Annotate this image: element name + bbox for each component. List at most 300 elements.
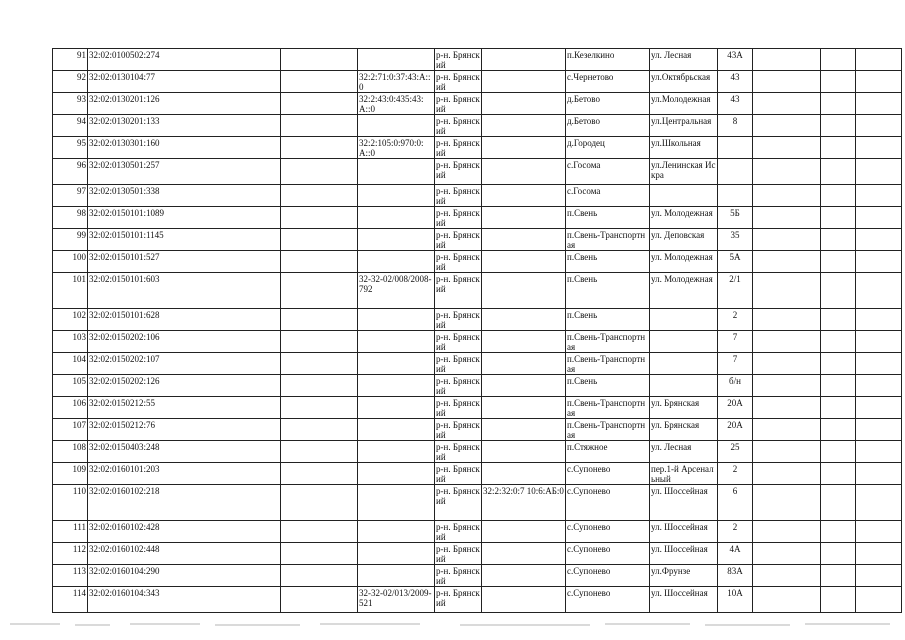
district: р-н. Брянский — [436, 310, 480, 330]
street — [650, 185, 718, 207]
house-number: 43А — [718, 49, 753, 71]
blank-cell — [281, 251, 358, 273]
district: р-н. Брянский — [435, 587, 482, 613]
street: ул.Октябрьская — [650, 71, 718, 93]
blank-cell — [281, 521, 358, 543]
row-number: 114 — [53, 587, 88, 613]
house-number: 7 — [718, 331, 753, 353]
locality: с.Супонево — [566, 565, 650, 587]
conditional-number — [482, 521, 566, 543]
cadastral-number: 32:02:0150101:527 — [88, 251, 281, 273]
house-number: б/н — [718, 375, 753, 397]
blank-cell — [821, 309, 856, 331]
blank-cell — [753, 115, 821, 137]
blank-cell — [753, 521, 821, 543]
blank-cell — [753, 463, 821, 485]
blank-cell — [281, 543, 358, 565]
cadastral-number: 32:02:0160102:428 — [88, 521, 281, 543]
row-number: 102 — [53, 309, 88, 331]
conditional-number — [482, 207, 566, 229]
row-number: 99 — [53, 229, 88, 251]
table-row — [53, 137, 902, 159]
cadastral-number: 32:02:0150202:106 — [88, 331, 281, 353]
conditional-number — [482, 251, 566, 273]
conditional-number — [482, 463, 566, 485]
scan-edge-noise — [0, 618, 905, 630]
locality: с.Госома — [566, 185, 650, 207]
house-number: 43 — [718, 71, 753, 93]
blank-cell — [856, 273, 902, 309]
blank-cell — [856, 93, 902, 115]
blank-cell — [753, 587, 821, 613]
blank-cell — [821, 543, 856, 565]
cadastral-number: 32:02:0150403:248 — [88, 441, 281, 463]
old-cadastral-number — [358, 331, 435, 353]
blank-cell — [856, 521, 902, 543]
locality: с.Супонево — [566, 485, 650, 521]
cadastral-number: 32:02:0160101:203 — [88, 463, 281, 485]
street — [650, 353, 718, 375]
conditional-number — [482, 159, 566, 185]
house-number: 20А — [718, 419, 753, 441]
blank-cell — [821, 375, 856, 397]
street — [650, 309, 718, 331]
blank-cell — [753, 49, 821, 71]
blank-cell — [753, 273, 821, 309]
conditional-number — [482, 419, 566, 441]
blank-cell — [281, 49, 358, 71]
district: р-н. Брянский — [436, 566, 480, 586]
cadastral-number: 32:02:0150101:628 — [88, 309, 281, 331]
street: ул. Молодежная — [650, 273, 718, 309]
blank-cell — [821, 521, 856, 543]
street: ул. Деповская — [650, 229, 718, 251]
table-row — [53, 93, 902, 115]
blank-cell — [821, 115, 856, 137]
blank-cell — [281, 485, 358, 521]
house-number: 7 — [718, 353, 753, 375]
row-number: 95 — [53, 137, 88, 159]
table-row — [53, 273, 902, 309]
blank-cell — [856, 115, 902, 137]
blank-cell — [821, 49, 856, 71]
cadastral-number: 32:02:0150101:1145 — [88, 229, 281, 251]
locality: п.Свень — [566, 207, 650, 229]
blank-cell — [821, 565, 856, 587]
blank-cell — [856, 375, 902, 397]
locality: д.Городец — [566, 137, 650, 159]
blank-cell — [856, 587, 902, 613]
locality: с.Супонево — [566, 543, 650, 565]
row-number: 92 — [53, 71, 88, 93]
blank-cell — [821, 273, 856, 309]
blank-cell — [281, 419, 358, 441]
old-cadastral-number — [358, 309, 435, 331]
blank-cell — [821, 587, 856, 613]
old-cadastral-number — [358, 115, 435, 137]
blank-cell — [821, 419, 856, 441]
house-number: 20А — [718, 397, 753, 419]
house-number — [718, 137, 753, 159]
table-row — [53, 49, 902, 71]
row-number: 100 — [53, 251, 88, 273]
locality: с.Госома — [566, 159, 650, 185]
blank-cell — [753, 251, 821, 273]
district: р-н. Брянский — [436, 116, 480, 136]
blank-cell — [856, 309, 902, 331]
district: р-н. Брянский — [436, 94, 480, 114]
table-row — [53, 441, 902, 463]
district: р-н. Брянский — [435, 273, 482, 309]
house-number: 6 — [718, 485, 753, 521]
house-number: 2 — [718, 309, 753, 331]
conditional-number — [482, 331, 566, 353]
blank-cell — [753, 331, 821, 353]
house-number — [718, 185, 753, 207]
blank-cell — [281, 229, 358, 251]
cadastral-number: 32:02:0130201:133 — [88, 115, 281, 137]
table-row — [53, 419, 902, 441]
blank-cell — [281, 159, 358, 185]
blank-cell — [753, 93, 821, 115]
table-row — [53, 185, 902, 207]
conditional-number — [482, 273, 566, 309]
blank-cell — [821, 397, 856, 419]
blank-cell — [856, 137, 902, 159]
blank-cell — [753, 309, 821, 331]
row-number: 93 — [53, 93, 88, 115]
house-number: 10А — [718, 587, 753, 613]
old-cadastral-number — [358, 463, 435, 485]
blank-cell — [281, 331, 358, 353]
locality: п.Кезелкино — [566, 49, 650, 71]
row-number: 97 — [53, 185, 88, 207]
street: ул. Брянская — [650, 397, 718, 419]
cadastral-number: 32:02:0150212:55 — [88, 397, 281, 419]
district: р-н. Брянский — [436, 522, 480, 542]
district: р-н. Брянский — [436, 50, 480, 70]
house-number: 2 — [718, 521, 753, 543]
blank-cell — [281, 309, 358, 331]
blank-cell — [281, 273, 358, 309]
street: ул. Шоссейная — [650, 485, 718, 521]
blank-cell — [281, 93, 358, 115]
conditional-number — [482, 565, 566, 587]
locality: п.Свень — [566, 309, 650, 331]
blank-cell — [856, 159, 902, 185]
old-cadastral-number — [358, 485, 435, 521]
locality: с.Чернетово — [566, 71, 650, 93]
table-row — [53, 309, 902, 331]
blank-cell — [856, 419, 902, 441]
district: р-н. Брянский — [436, 72, 480, 92]
blank-cell — [856, 207, 902, 229]
district: р-н. Брянский — [436, 138, 480, 158]
row-number: 101 — [53, 273, 88, 309]
old-cadastral-number: 32:2:105:0:970:0:А::0 — [358, 137, 435, 159]
table-row — [53, 331, 902, 353]
table-row — [53, 207, 902, 229]
old-cadastral-number — [358, 185, 435, 207]
conditional-number — [482, 71, 566, 93]
row-number: 107 — [53, 419, 88, 441]
blank-cell — [281, 463, 358, 485]
table-row — [53, 115, 902, 137]
blank-cell — [821, 137, 856, 159]
cadastral-number: 32:02:0130301:160 — [88, 137, 281, 159]
blank-cell — [856, 463, 902, 485]
cadastral-number: 32:02:0130501:257 — [88, 159, 281, 185]
old-cadastral-number — [358, 441, 435, 463]
old-cadastral-number: 32-32-02/013/2009-521 — [358, 587, 435, 613]
conditional-number — [482, 115, 566, 137]
street: ул.Центральная — [650, 115, 718, 137]
district: р-н. Брянский — [435, 159, 482, 185]
blank-cell — [281, 587, 358, 613]
blank-cell — [281, 185, 358, 207]
district: р-н. Брянский — [436, 442, 480, 462]
blank-cell — [281, 375, 358, 397]
district: р-н. Брянский — [436, 332, 480, 352]
locality: п.Свень — [566, 251, 650, 273]
street: ул.Молодежная — [650, 93, 718, 115]
row-number: 109 — [53, 463, 88, 485]
conditional-number — [482, 137, 566, 159]
conditional-number: 32:2:32:0:7 10:6:АБ:0 — [482, 485, 566, 521]
locality: с.Супонево — [566, 463, 650, 485]
old-cadastral-number — [358, 159, 435, 185]
cadastral-number: 32:02:0160104:290 — [88, 565, 281, 587]
row-number: 110 — [53, 485, 88, 521]
cadastral-number: 32:02:0130501:338 — [88, 185, 281, 207]
cadastral-number: 32:02:0150212:76 — [88, 419, 281, 441]
table-row — [53, 353, 902, 375]
district: р-н. Брянский — [436, 398, 480, 418]
cadastral-number: 32:02:0150202:107 — [88, 353, 281, 375]
row-number: 96 — [53, 159, 88, 185]
blank-cell — [753, 185, 821, 207]
locality: д.Бетово — [566, 115, 650, 137]
house-number: 5Б — [718, 207, 753, 229]
blank-cell — [821, 207, 856, 229]
blank-cell — [856, 441, 902, 463]
blank-cell — [281, 137, 358, 159]
blank-cell — [753, 353, 821, 375]
table-row — [53, 565, 902, 587]
street: ул. Лесная — [650, 441, 718, 463]
house-number — [718, 159, 753, 185]
house-number: 4А — [718, 543, 753, 565]
blank-cell — [821, 93, 856, 115]
blank-cell — [753, 71, 821, 93]
district: р-н. Брянский — [436, 420, 480, 440]
street: ул.Ленинская Искра — [650, 159, 718, 185]
blank-cell — [821, 463, 856, 485]
locality: п.Свень-Транспортная — [566, 397, 650, 419]
conditional-number — [482, 309, 566, 331]
row-number: 105 — [53, 375, 88, 397]
street: ул. Шоссейная — [650, 521, 718, 543]
row-number: 103 — [53, 331, 88, 353]
blank-cell — [856, 565, 902, 587]
house-number: 5А — [718, 251, 753, 273]
table-row — [53, 463, 902, 485]
conditional-number — [482, 93, 566, 115]
locality: п.Свень — [566, 375, 650, 397]
blank-cell — [856, 543, 902, 565]
blank-cell — [753, 229, 821, 251]
district: р-н. Брянский — [436, 252, 480, 272]
district: р-н. Брянский — [436, 230, 480, 250]
house-number: 2 — [718, 463, 753, 485]
blank-cell — [821, 159, 856, 185]
locality: п.Свень — [566, 273, 650, 309]
row-number: 104 — [53, 353, 88, 375]
house-number: 83А — [718, 565, 753, 587]
old-cadastral-number — [358, 565, 435, 587]
blank-cell — [753, 397, 821, 419]
street — [650, 331, 718, 353]
street: ул. Молодежная — [650, 207, 718, 229]
district: р-н. Брянский — [436, 376, 480, 396]
cadastral-number: 32:02:0160102:448 — [88, 543, 281, 565]
table-row — [53, 229, 902, 251]
district: р-н. Брянский — [436, 544, 480, 564]
locality: с.Супонево — [566, 521, 650, 543]
blank-cell — [821, 441, 856, 463]
locality: п.Свень-Транспортная — [566, 419, 650, 441]
blank-cell — [821, 71, 856, 93]
house-number: 35 — [718, 229, 753, 251]
conditional-number — [482, 543, 566, 565]
street: ул. Лесная — [650, 49, 718, 71]
locality: с.Супонево — [566, 587, 650, 613]
row-number: 113 — [53, 565, 88, 587]
old-cadastral-number: 32:2:43:0:435:43:А::0 — [358, 93, 435, 115]
street: ул.Фрунзе — [650, 565, 718, 587]
locality: п.Свень-Транспортная — [566, 229, 650, 251]
old-cadastral-number: 32:2:71:0:37:43:А::0 — [358, 71, 435, 93]
cadastral-number: 32:02:0160104:343 — [88, 587, 281, 613]
table-row — [53, 375, 902, 397]
blank-cell — [281, 565, 358, 587]
blank-cell — [753, 543, 821, 565]
cadastral-number: 32:02:0100502:274 — [88, 49, 281, 71]
cadastral-number: 32:02:0130201:126 — [88, 93, 281, 115]
old-cadastral-number — [358, 207, 435, 229]
cadastral-number: 32:02:0160102:218 — [88, 485, 281, 521]
conditional-number — [482, 375, 566, 397]
blank-cell — [821, 229, 856, 251]
old-cadastral-number — [358, 419, 435, 441]
locality: п.Стяжное — [566, 441, 650, 463]
conditional-number — [482, 441, 566, 463]
blank-cell — [856, 485, 902, 521]
table-row — [53, 521, 902, 543]
street: ул.Школьная — [650, 137, 718, 159]
blank-cell — [753, 137, 821, 159]
street: ул. Молодежная — [650, 251, 718, 273]
table-row — [53, 159, 902, 185]
blank-cell — [821, 331, 856, 353]
locality: п.Свень-Транспортная — [566, 353, 650, 375]
blank-cell — [281, 353, 358, 375]
street — [650, 375, 718, 397]
conditional-number — [482, 353, 566, 375]
locality: д.Бетово — [566, 93, 650, 115]
district: р-н. Брянский — [436, 464, 480, 484]
table-row — [53, 543, 902, 565]
street: ул. Шоссейная — [650, 543, 718, 565]
blank-cell — [821, 185, 856, 207]
blank-cell — [856, 71, 902, 93]
blank-cell — [753, 485, 821, 521]
district: р-н. Брянский — [436, 354, 480, 374]
cadastral-number: 32:02:0150101:1089 — [88, 207, 281, 229]
old-cadastral-number — [358, 521, 435, 543]
property-register-table — [52, 48, 902, 613]
blank-cell — [281, 115, 358, 137]
district: р-н. Брянский — [436, 186, 480, 206]
blank-cell — [856, 251, 902, 273]
cadastral-number: 32:02:0150202:126 — [88, 375, 281, 397]
house-number: 8 — [718, 115, 753, 137]
cadastral-number: 32:02:0150101:603 — [88, 273, 281, 309]
street: пер.1-й Арсенальный — [650, 463, 718, 485]
blank-cell — [821, 251, 856, 273]
blank-cell — [856, 229, 902, 251]
street: ул. Брянская — [650, 419, 718, 441]
old-cadastral-number — [358, 251, 435, 273]
blank-cell — [753, 375, 821, 397]
table-row — [53, 397, 902, 419]
table-row — [53, 485, 902, 521]
blank-cell — [856, 331, 902, 353]
row-number: 111 — [53, 521, 88, 543]
table-row — [53, 587, 902, 613]
blank-cell — [856, 353, 902, 375]
blank-cell — [281, 397, 358, 419]
locality: п.Свень-Транспортная — [566, 331, 650, 353]
conditional-number — [482, 397, 566, 419]
cadastral-number: 32:02:0130104:77 — [88, 71, 281, 93]
house-number: 25 — [718, 441, 753, 463]
old-cadastral-number — [358, 229, 435, 251]
blank-cell — [753, 159, 821, 185]
conditional-number — [482, 229, 566, 251]
blank-cell — [856, 185, 902, 207]
blank-cell — [821, 485, 856, 521]
street: ул. Шоссейная — [650, 587, 718, 613]
blank-cell — [281, 71, 358, 93]
blank-cell — [821, 353, 856, 375]
house-number: 43 — [718, 93, 753, 115]
table-row — [53, 251, 902, 273]
blank-cell — [856, 49, 902, 71]
row-number: 112 — [53, 543, 88, 565]
conditional-number — [482, 185, 566, 207]
blank-cell — [753, 419, 821, 441]
old-cadastral-number — [358, 49, 435, 71]
blank-cell — [281, 441, 358, 463]
row-number: 98 — [53, 207, 88, 229]
blank-cell — [281, 207, 358, 229]
old-cadastral-number — [358, 353, 435, 375]
row-number: 91 — [53, 49, 88, 71]
conditional-number — [482, 587, 566, 613]
table-row — [53, 71, 902, 93]
old-cadastral-number: 32-32-02/008/2008-792 — [358, 273, 435, 309]
